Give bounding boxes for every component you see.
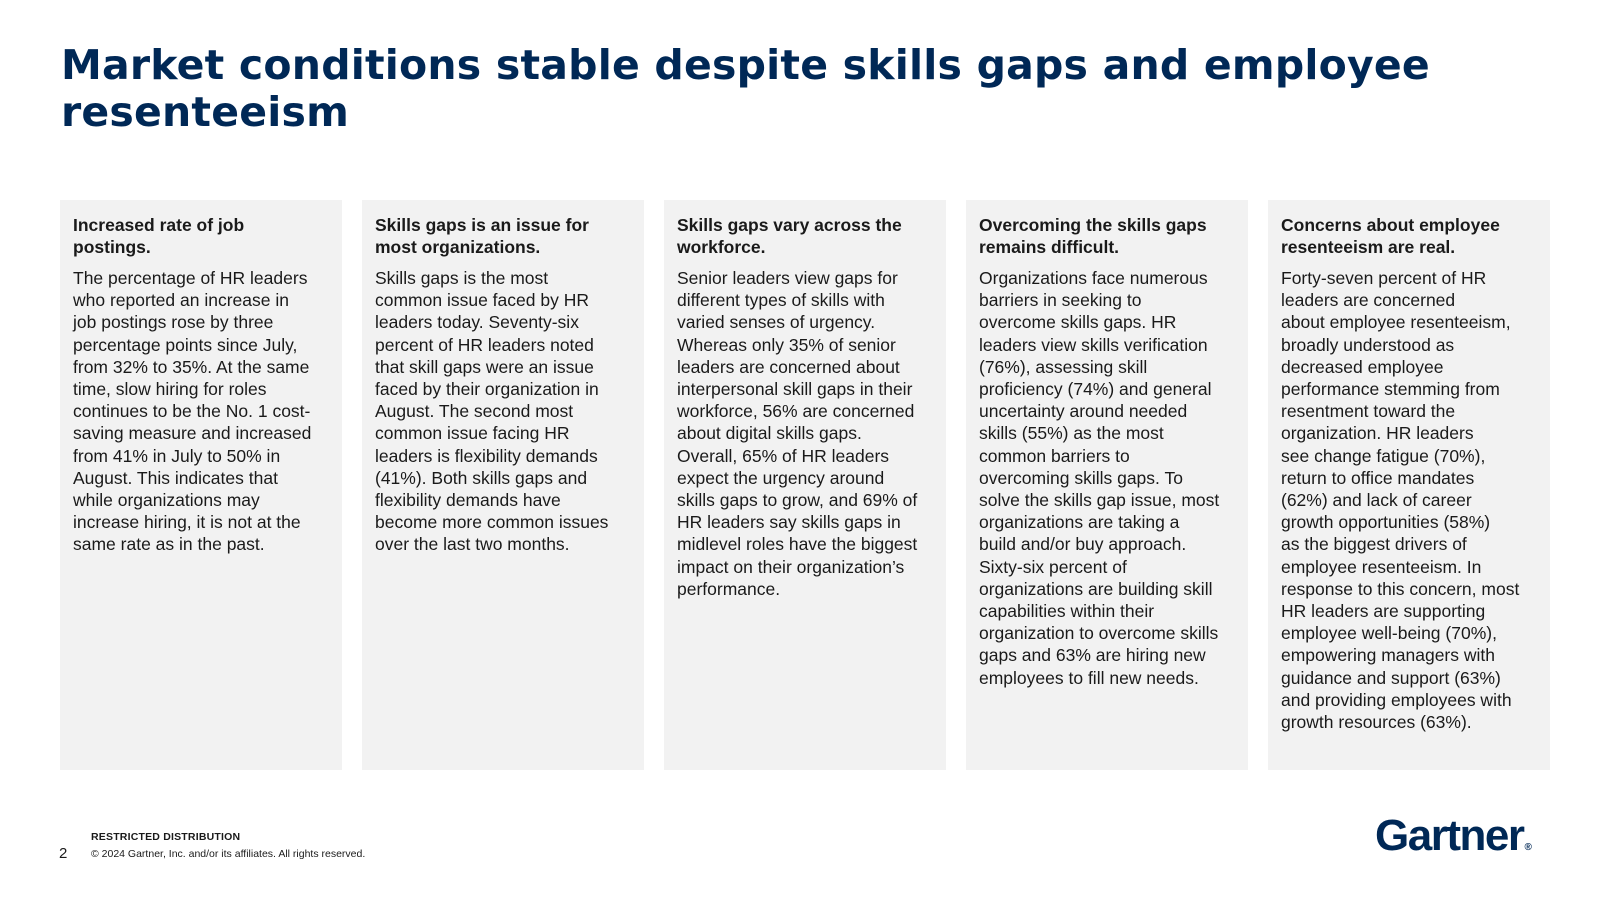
card-heading: Skills gaps is an issue for most organizations. [375,215,589,257]
card-overcoming-skills-gaps [966,200,1248,770]
card-body: Skills gaps is the most common issue faced by HR leaders today. Seventy-six percent of HR leaders noted that skill gaps were an issue faced by their organization in August. The second most common issue facing HR leaders is flexibility demands (41%). Both skills gaps and flexibility demands have become more common issues over the last two months. [375,268,609,555]
card-body: Senior leaders view gaps for different types of skills with varied senses of urgency. Whereas only 35% of senior leaders are concerned about interpersonal skill gaps in their workforce, 56% are concerned about digital skills gaps. Overall, 65% of HR leaders expect the urgency around skills gaps to grow, and 69% of HR leaders say skills gaps in midlevel roles have the biggest impact on their organization’s performance. [677,268,918,599]
card-heading: Overcoming the skills gaps remains difficult. [979,215,1207,257]
insight-cards [60,200,1550,770]
card-body: Forty-seven percent of HR leaders are concerned about employee resenteeism, broadly understood as decreased employee performance stemming from resentment toward the organization. HR leaders see change fatigue (70%), return to office mandates (62%) and lack of career growth opportunities (58%) as the biggest drivers of employee resenteeism. In response to this concern, most HR leaders are supporting employee well-being (70%), empowering managers with guidance and support (63%) and providing employees with growth resources (63%). [1281,268,1520,733]
restricted-distribution-label: RESTRICTED DISTRIBUTION [91,831,241,843]
page-title: Market conditions stable despite skills gaps and employee resenteeism [61,41,1430,136]
card-skills-gaps-vary [664,200,946,770]
card-skills-gaps-issue [362,200,644,770]
logo-text: Gartner [1375,811,1524,860]
card-heading: Concerns about employee resenteeism are real. [1281,215,1500,257]
card-job-postings [60,200,342,770]
card-body: Organizations face numerous barriers in seeking to overcome skills gaps. HR leaders view skills verification (76%), assessing skill proficiency (74%) and general uncertainty around needed skills (55%) as the most common barriers to overcoming skills gaps. To solve the skills gap issue, most organizations are taking a build and/or buy approach. Sixty-six percent of organizations are building skill capabilities within their organization to overcome skills gaps and 63% are hiring new employees to fill new needs. [979,268,1220,688]
gartner-logo [1375,812,1532,872]
copyright-notice: © 2024 Gartner, Inc. and/or its affiliates. All rights reserved. [91,848,366,860]
page-number: 2 [59,845,68,862]
card-employee-resenteeism [1268,200,1550,770]
card-heading: Skills gaps vary across the workforce. [677,215,902,257]
card-heading: Increased rate of job postings. [73,215,245,257]
card-body: The percentage of HR leaders who reported an increase in job postings rose by three percentage points since July, from 32% to 35%. At the same time, slow hiring for roles continues to be the No. 1 cost- saving measure and increased from 41% in July to 50% in August. This indicates that while organizations may increase hiring, it is not at the same rate as in the past. [73,268,312,555]
registered-mark: ® [1524,842,1532,853]
